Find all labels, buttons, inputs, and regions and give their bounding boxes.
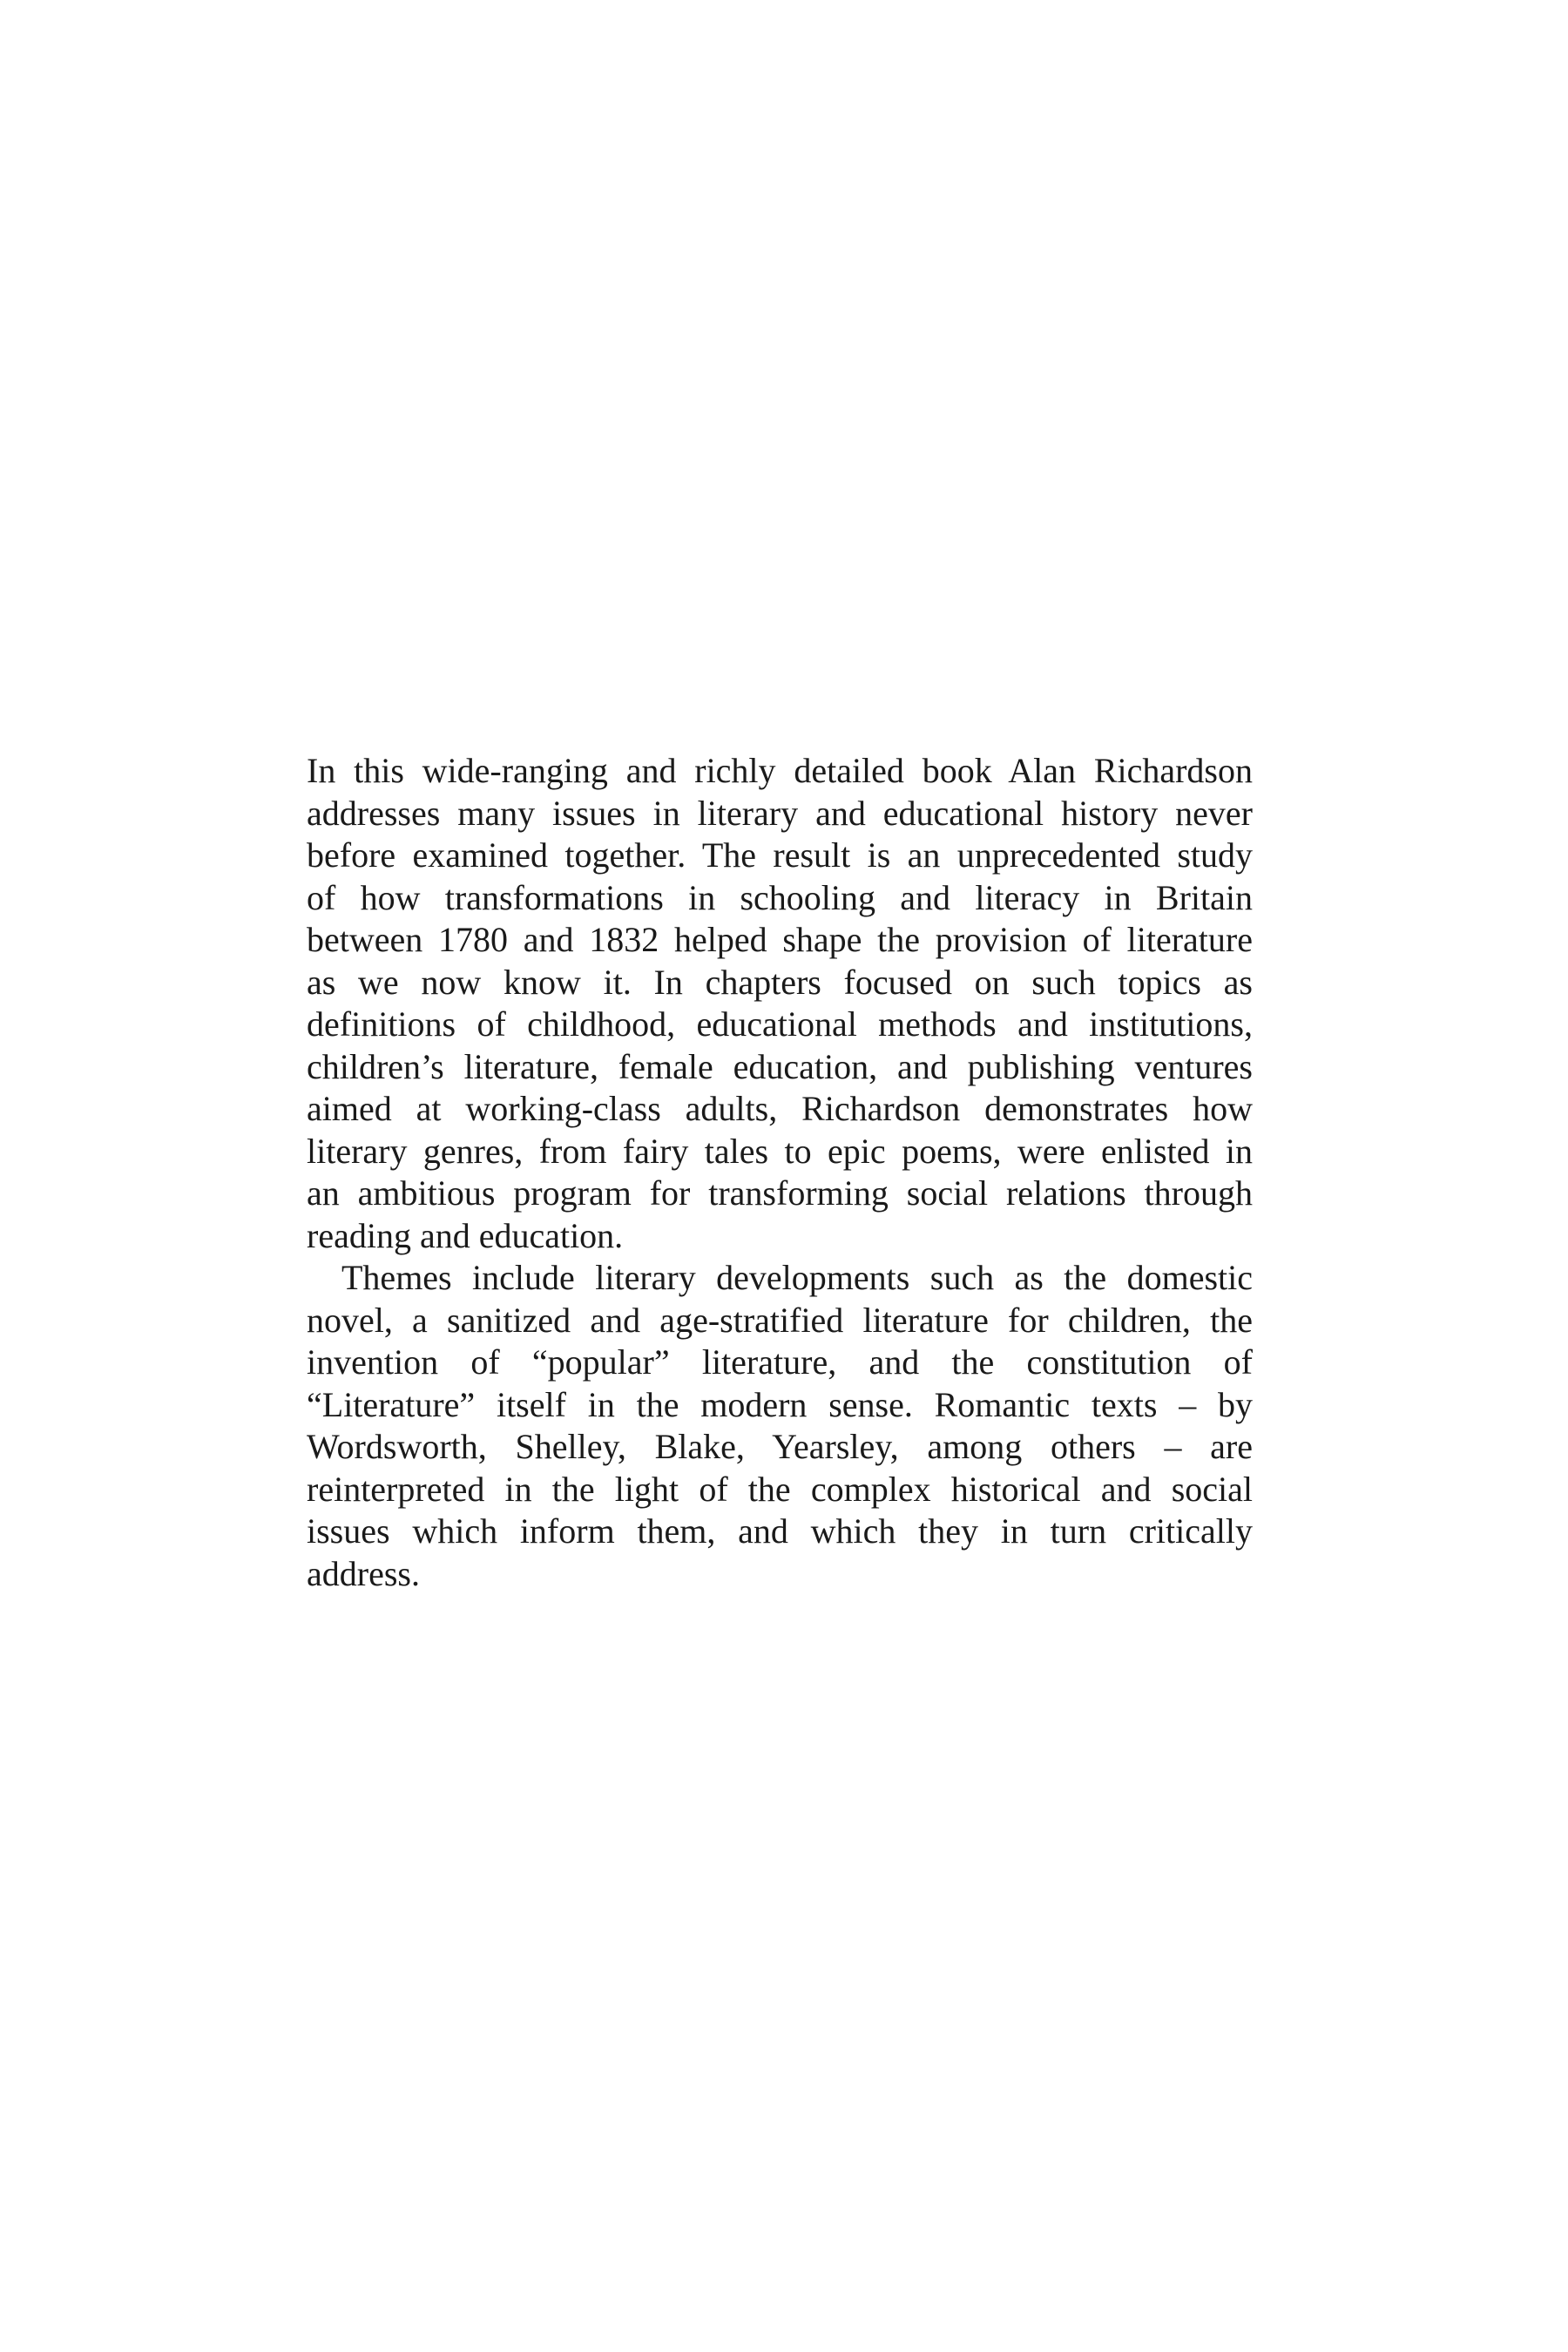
blurb-paragraph-2 xyxy=(307,1257,1253,1595)
blurb-line: Wordsworth, Shelley, Blake, Yearsley, among others – are xyxy=(307,1427,1253,1466)
blurb-line: as we now know it. In chapters focused on such topics as xyxy=(307,962,1253,1002)
blurb-line: In this wide-ranging and richly detailed book Alan Richardson xyxy=(307,751,1253,790)
blurb-line: an ambitious program for transforming social relations through xyxy=(307,1173,1253,1213)
blurb-line: issues which inform them, and which they in turn critically xyxy=(307,1511,1253,1551)
blurb-line: reading and education. xyxy=(307,1215,624,1255)
blurb-line: literary genres, from fairy tales to epic poems, were enlisted in xyxy=(307,1131,1253,1171)
blurb-line: between 1780 and 1832 helped shape the provision of literature xyxy=(307,920,1253,959)
blurb-line: definitions of childhood, educational methods and institutions, xyxy=(307,1004,1253,1044)
blurb-line: “Literature” itself in the modern sense. Romantic texts – by xyxy=(307,1384,1253,1424)
blurb-line: novel, a sanitized and age-stratified literature for children, the xyxy=(307,1300,1253,1340)
blurb-line: invention of “popular” literature, and the constitution of xyxy=(307,1342,1253,1382)
blurb-line: address. xyxy=(307,1553,420,1593)
blurb-line: reinterpreted in the light of the complex historical and social xyxy=(307,1469,1253,1509)
blurb-line: children’s literature, female education, and publishing ventures xyxy=(307,1046,1253,1086)
blurb-line: before examined together. The result is an unprecedented study xyxy=(307,835,1253,875)
blurb-paragraph-1 xyxy=(307,750,1253,1257)
blurb-line: Themes include literary developments such as the domestic xyxy=(341,1258,1253,1297)
blurb-line: aimed at working-class adults, Richardson demonstrates how xyxy=(307,1089,1253,1128)
blurb-line: addresses many issues in literary and educational history never xyxy=(307,793,1253,833)
blurb-line: of how transformations in schooling and literacy in Britain xyxy=(307,877,1253,917)
book-blurb xyxy=(307,750,1253,1595)
